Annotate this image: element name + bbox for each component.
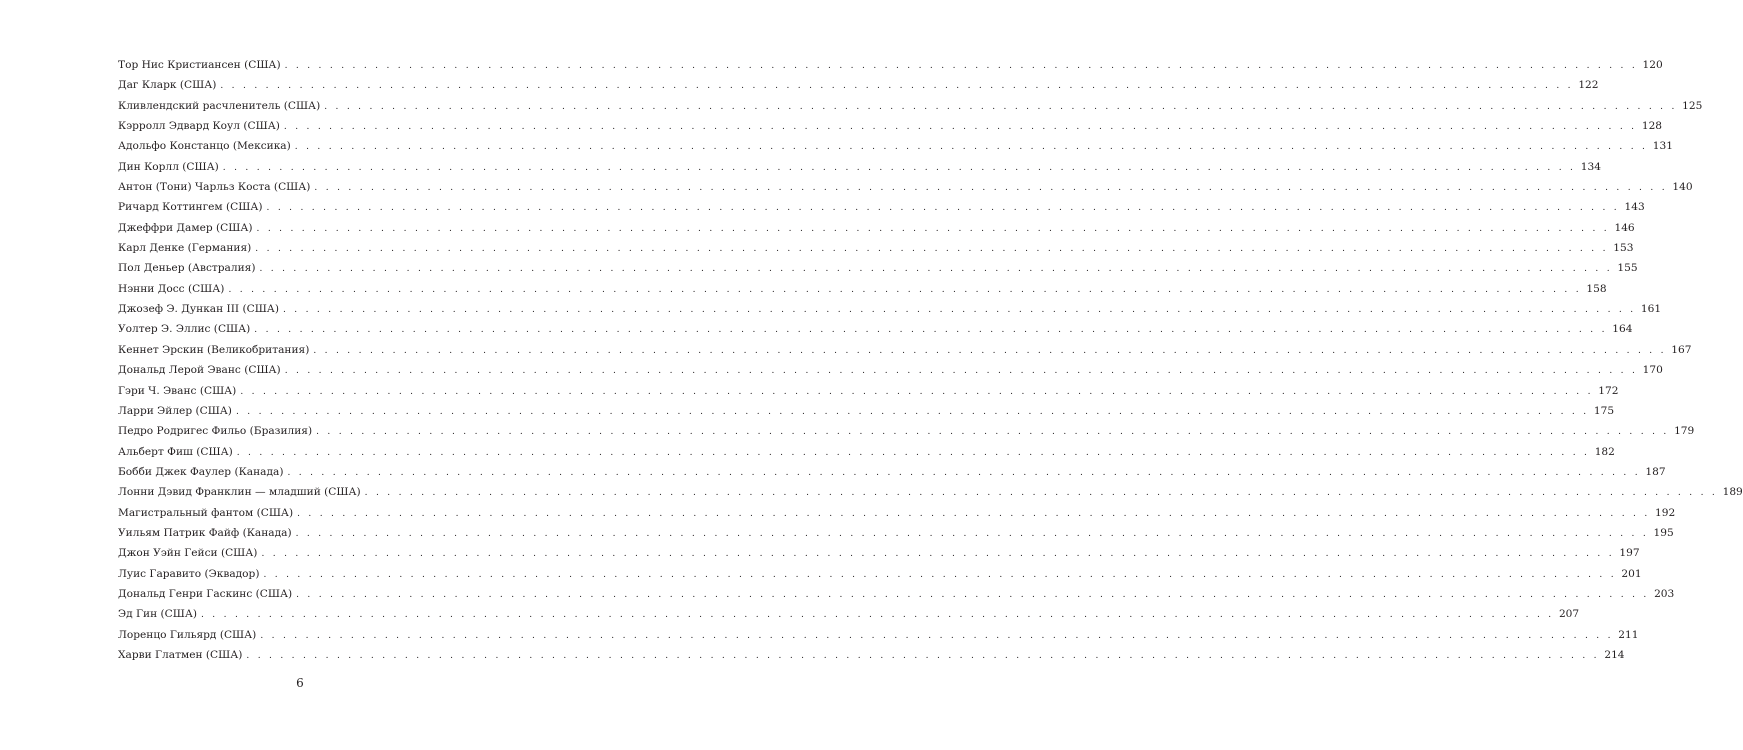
toc-entry-title: Ричард Коттингем (США)	[118, 201, 263, 214]
toc-entry-page-number: 153	[1613, 242, 1634, 255]
toc-entry	[118, 96, 1703, 116]
toc-entry-page-number: 128	[1641, 120, 1663, 133]
toc-entry	[118, 462, 1666, 482]
toc-entry	[118, 625, 1639, 645]
toc-entry-title: Адольфо Констанцо (Мексика)	[118, 140, 291, 153]
toc-entry-page-number: 143	[1624, 201, 1645, 214]
toc-entry-page-number: 146	[1614, 221, 1635, 234]
dot-leader: . . . . . . . . . . . . . . . . . . . . . . . . . . . . . . . . . . . . . . . . . . . . . . . . . . . . . . . . . . . . . . . . . . . . . . . . . . . . . . . . . . . . . . . . . . . . . . . . . . . . . . . . . . . . . . . . . . . . . . . .	[263, 569, 1617, 580]
toc-entry	[118, 75, 1599, 95]
dot-leader: . . . . . . . . . . . . . . . . . . . . . . . . . . . . . . . . . . . . . . . . . . . . . . . . . . . . . . . . . . . . . . . . . . . . . . . . . . . . . . . . . . . . . . . . . . . . . . . . . . . . . . . . . . . . . . . . . . . . . . . .	[255, 244, 1609, 255]
toc-entry-page-number: 195	[1653, 526, 1674, 539]
toc-entry	[118, 218, 1635, 238]
toc-entry-title: Харви Глатмен (США)	[118, 648, 243, 661]
toc-entry-page-number: 140	[1672, 181, 1693, 194]
dot-leader: . . . . . . . . . . . . . . . . . . . . . . . . . . . . . . . . . . . . . . . . . . . . . . . . . . . . . . . . . . . . . . . . . . . . . . . . . . . . . . . . . . . . . . . . . . . . . . . . . . . . . . . . . . . . . . . . . . . . . . . .	[364, 488, 1718, 499]
page-number: 6	[296, 676, 304, 690]
toc-entry	[118, 645, 1625, 665]
toc-entry	[118, 319, 1633, 339]
toc-entry-title: Лоренцо Гильярд (США)	[118, 628, 257, 641]
toc-entry	[118, 136, 1673, 156]
toc-entry	[118, 279, 1607, 299]
dot-leader: . . . . . . . . . . . . . . . . . . . . . . . . . . . . . . . . . . . . . . . . . . . . . . . . . . . . . . . . . . . . . . . . . . . . . . . . . . . . . . . . . . . . . . . . . . . . . . . . . . . . . . . . . . . . . . . . . . . . . . . .	[220, 81, 1574, 92]
dot-leader: . . . . . . . . . . . . . . . . . . . . . . . . . . . . . . . . . . . . . . . . . . . . . . . . . . . . . . . . . . . . . . . . . . . . . . . . . . . . . . . . . . . . . . . . . . . . . . . . . . . . . . . . . . . . . . . . . . . . . . . .	[297, 508, 1651, 519]
dot-leader: . . . . . . . . . . . . . . . . . . . . . . . . . . . . . . . . . . . . . . . . . . . . . . . . . . . . . . . . . . . . . . . . . . . . . . . . . . . . . . . . . . . . . . . . . . . . . . . . . . . . . . . . . . . . . . . . . . . . . . . .	[282, 305, 1636, 316]
dot-leader: . . . . . . . . . . . . . . . . . . . . . . . . . . . . . . . . . . . . . . . . . . . . . . . . . . . . . . . . . . . . . . . . . . . . . . . . . . . . . . . . . . . . . . . . . . . . . . . . . . . . . . . . . . . . . . . . . . . . . . . .	[283, 122, 1637, 133]
toc-entry-page-number: 125	[1682, 99, 1703, 112]
dot-leader: . . . . . . . . . . . . . . . . . . . . . . . . . . . . . . . . . . . . . . . . . . . . . . . . . . . . . . . . . . . . . . . . . . . . . . . . . . . . . . . . . . . . . . . . . . . . . . . . . . . . . . . . . . . . . . . . . . . . . . . .	[314, 183, 1668, 194]
toc-entry-title: Альберт Фиш (США)	[118, 445, 233, 458]
dot-leader: . . . . . . . . . . . . . . . . . . . . . . . . . . . . . . . . . . . . . . . . . . . . . . . . . . . . . . . . . . . . . . . . . . . . . . . . . . . . . . . . . . . . . . . . . . . . . . . . . . . . . . . . . . . . . . . . . . . . . . . .	[295, 528, 1649, 539]
toc-entry-page-number: 131	[1652, 140, 1673, 153]
dot-leader: . . . . . . . . . . . . . . . . . . . . . . . . . . . . . . . . . . . . . . . . . . . . . . . . . . . . . . . . . . . . . . . . . . . . . . . . . . . . . . . . . . . . . . . . . . . . . . . . . . . . . . . . . . . . . . . . . . . . . . . .	[256, 223, 1610, 234]
toc-entry-title: Тор Нис Кристиансен (США)	[118, 59, 281, 71]
toc-entry	[118, 360, 1663, 380]
toc-entry-title: Нэнни Досс (США)	[118, 282, 225, 295]
dot-leader: . . . . . . . . . . . . . . . . . . . . . . . . . . . . . . . . . . . . . . . . . . . . . . . . . . . . . . . . . . . . . . . . . . . . . . . . . . . . . . . . . . . . . . . . . . . . . . . . . . . . . . . . . . . . . . . . . . . . . . . .	[316, 427, 1670, 438]
dot-leader: . . . . . . . . . . . . . . . . . . . . . . . . . . . . . . . . . . . . . . . . . . . . . . . . . . . . . . . . . . . . . . . . . . . . . . . . . . . . . . . . . . . . . . . . . . . . . . . . . . . . . . . . . . . . . . . . . . . . . . . .	[287, 467, 1641, 478]
dot-leader: . . . . . . . . . . . . . . . . . . . . . . . . . . . . . . . . . . . . . . . . . . . . . . . . . . . . . . . . . . . . . . . . . . . . . . . . . . . . . . . . . . . . . . . . . . . . . . . . . . . . . . . . . . . . . . . . . . . . . . . .	[254, 325, 1608, 336]
toc-entry	[118, 116, 1663, 136]
toc-entry-title: Джеффри Дамер (США)	[118, 221, 253, 234]
toc-entry-title: Луис Гаравито (Эквадор)	[118, 567, 260, 580]
dot-leader: . . . . . . . . . . . . . . . . . . . . . . . . . . . . . . . . . . . . . . . . . . . . . . . . . . . . . . . . . . . . . . . . . . . . . . . . . . . . . . . . . . . . . . . . . . . . . . . . . . . . . . . . . . . . . . . . . . . . . . . .	[261, 549, 1615, 560]
toc-entry	[118, 299, 1662, 319]
toc-entry-page-number: 201	[1621, 567, 1642, 580]
dot-leader: . . . . . . . . . . . . . . . . . . . . . . . . . . . . . . . . . . . . . . . . . . . . . . . . . . . . . . . . . . . . . . . . . . . . . . . . . . . . . . . . . . . . . . . . . . . . . . . . . . . . . . . . . . . . . . . . . . . . . . . .	[266, 203, 1620, 214]
toc-entry-title: Ларри Эйлер (США)	[118, 404, 232, 417]
toc-entry	[118, 604, 1580, 624]
toc-entry-title: Карл Денке (Германия)	[118, 242, 252, 255]
toc-entry	[118, 157, 1601, 177]
toc-entry-title: Антон (Тони) Чарльз Коста (США)	[118, 181, 311, 194]
toc-entry	[118, 340, 1692, 360]
dot-leader: . . . . . . . . . . . . . . . . . . . . . . . . . . . . . . . . . . . . . . . . . . . . . . . . . . . . . . . . . . . . . . . . . . . . . . . . . . . . . . . . . . . . . . . . . . . . . . . . . . . . . . . . . . . . . . . . . . . . . . . .	[228, 284, 1582, 295]
toc-entry-title: Уильям Патрик Файф (Канада)	[118, 526, 292, 539]
toc-entry-title: Уолтер Э. Эллис (США)	[118, 323, 251, 336]
toc-entry	[118, 543, 1640, 563]
toc-entry-title: Дин Корлл (США)	[118, 160, 219, 173]
toc-entry-title: Бобби Джек Фаулер (Канада)	[118, 465, 284, 478]
dot-leader: . . . . . . . . . . . . . . . . . . . . . . . . . . . . . . . . . . . . . . . . . . . . . . . . . . . . . . . . . . . . . . . . . . . . . . . . . . . . . . . . . . . . . . . . . . . . . . . . . . . . . . . . . . . . . . . . . . . . . . . .	[246, 650, 1600, 661]
toc-entry	[118, 564, 1642, 584]
toc-entry-title: Даг Кларк (США)	[118, 79, 217, 92]
toc-entry-page-number: 122	[1578, 79, 1599, 92]
dot-leader: . . . . . . . . . . . . . . . . . . . . . . . . . . . . . . . . . . . . . . . . . . . . . . . . . . . . . . . . . . . . . . . . . . . . . . . . . . . . . . . . . . . . . . . . . . . . . . . . . . . . . . . . . . . . . . . . . . . . . . . .	[260, 630, 1614, 641]
toc-entry	[118, 401, 1615, 421]
toc-entry-title: Кеннет Эрскин (Великобритания)	[118, 343, 310, 356]
toc-entry	[118, 238, 1634, 258]
toc-entry-page-number: 207	[1558, 608, 1580, 621]
toc-entry-title: Джозеф Э. Дункан III (США)	[118, 303, 279, 316]
toc-entry-page-number: 164	[1612, 323, 1633, 336]
dot-leader: . . . . . . . . . . . . . . . . . . . . . . . . . . . . . . . . . . . . . . . . . . . . . . . . . . . . . . . . . . . . . . . . . . . . . . . . . . . . . . . . . . . . . . . . . . . . . . . . . . . . . . . . . . . . . . . . . . . . . . . .	[284, 366, 1638, 377]
toc-entry-title: Эд Гин (США)	[118, 608, 197, 621]
toc-entry-page-number: 211	[1618, 628, 1639, 641]
toc-entry	[118, 177, 1693, 197]
dot-leader: . . . . . . . . . . . . . . . . . . . . . . . . . . . . . . . . . . . . . . . . . . . . . . . . . . . . . . . . . . . . . . . . . . . . . . . . . . . . . . . . . . . . . . . . . . . . . . . . . . . . . . . . . . . . . . . . . . . . . . . .	[259, 264, 1613, 275]
dot-leader: . . . . . . . . . . . . . . . . . . . . . . . . . . . . . . . . . . . . . . . . . . . . . . . . . . . . . . . . . . . . . . . . . . . . . . . . . . . . . . . . . . . . . . . . . . . . . . . . . . . . . . . . . . . . . . . . . . . . . . . .	[235, 406, 1589, 417]
table-of-contents	[118, 55, 1743, 665]
toc-entry-page-number: 120	[1642, 59, 1663, 71]
toc-entry	[118, 421, 1695, 441]
toc-entry-page-number: 134	[1580, 160, 1601, 173]
toc-entry-page-number: 187	[1645, 465, 1666, 478]
toc-entry	[118, 381, 1619, 401]
dot-leader: . . . . . . . . . . . . . . . . . . . . . . . . . . . . . . . . . . . . . . . . . . . . . . . . . . . . . . . . . . . . . . . . . . . . . . . . . . . . . . . . . . . . . . . . . . . . . . . . . . . . . . . . . . . . . . . . . . . . . . . .	[284, 61, 1638, 71]
toc-entry	[118, 584, 1675, 604]
toc-entry-page-number: 214	[1604, 648, 1625, 661]
toc-entry-page-number: 172	[1598, 384, 1619, 397]
toc-entry	[118, 482, 1743, 502]
dot-leader: . . . . . . . . . . . . . . . . . . . . . . . . . . . . . . . . . . . . . . . . . . . . . . . . . . . . . . . . . . . . . . . . . . . . . . . . . . . . . . . . . . . . . . . . . . . . . . . . . . . . . . . . . . . . . . . . . . . . . . . .	[240, 386, 1594, 397]
toc-entry-page-number: 203	[1654, 587, 1675, 600]
toc-entry-title: Пол Деньер (Австралия)	[118, 262, 256, 275]
dot-leader: . . . . . . . . . . . . . . . . . . . . . . . . . . . . . . . . . . . . . . . . . . . . . . . . . . . . . . . . . . . . . . . . . . . . . . . . . . . . . . . . . . . . . . . . . . . . . . . . . . . . . . . . . . . . . . . . . . . . . . . .	[222, 162, 1576, 173]
toc-entry-page-number: 189	[1722, 486, 1743, 499]
toc-entry-page-number: 155	[1617, 262, 1638, 275]
toc-entry-title: Джон Уэйн Гейси (США)	[118, 547, 258, 560]
toc-entry-title: Гэри Ч. Эванс (США)	[118, 384, 237, 397]
toc-entry	[118, 503, 1676, 523]
toc-entry-title: Дональд Генри Гаскинс (США)	[118, 587, 293, 600]
toc-entry-title: Лонни Дэвид Франклин — младший (США)	[118, 486, 361, 499]
toc-entry	[118, 442, 1615, 462]
dot-leader: . . . . . . . . . . . . . . . . . . . . . . . . . . . . . . . . . . . . . . . . . . . . . . . . . . . . . . . . . . . . . . . . . . . . . . . . . . . . . . . . . . . . . . . . . . . . . . . . . . . . . . . . . . . . . . . . . . . . . . . .	[200, 610, 1554, 621]
toc-entry-page-number: 167	[1671, 343, 1692, 356]
toc-entry	[118, 258, 1638, 278]
toc-entry	[118, 523, 1674, 543]
toc-entry	[118, 55, 1663, 75]
toc-entry-title: Дональд Лерой Эванс (США)	[118, 364, 281, 377]
dot-leader: . . . . . . . . . . . . . . . . . . . . . . . . . . . . . . . . . . . . . . . . . . . . . . . . . . . . . . . . . . . . . . . . . . . . . . . . . . . . . . . . . . . . . . . . . . . . . . . . . . . . . . . . . . . . . . . . . . . . . . . .	[236, 447, 1590, 458]
toc-entry-title: Педро Родригес Фильо (Бразилия)	[118, 425, 313, 438]
toc-entry-page-number: 182	[1594, 445, 1615, 458]
dot-leader: . . . . . . . . . . . . . . . . . . . . . . . . . . . . . . . . . . . . . . . . . . . . . . . . . . . . . . . . . . . . . . . . . . . . . . . . . . . . . . . . . . . . . . . . . . . . . . . . . . . . . . . . . . . . . . . . . . . . . . . .	[296, 589, 1650, 600]
toc-entry-page-number: 175	[1593, 404, 1615, 417]
dot-leader: . . . . . . . . . . . . . . . . . . . . . . . . . . . . . . . . . . . . . . . . . . . . . . . . . . . . . . . . . . . . . . . . . . . . . . . . . . . . . . . . . . . . . . . . . . . . . . . . . . . . . . . . . . . . . . . . . . . . . . . .	[294, 142, 1648, 153]
toc-entry	[118, 197, 1645, 217]
toc-entry-page-number: 161	[1640, 303, 1662, 316]
toc-entry-page-number: 158	[1586, 282, 1607, 295]
dot-leader: . . . . . . . . . . . . . . . . . . . . . . . . . . . . . . . . . . . . . . . . . . . . . . . . . . . . . . . . . . . . . . . . . . . . . . . . . . . . . . . . . . . . . . . . . . . . . . . . . . . . . . . . . . . . . . . . . . . . . . . .	[313, 345, 1667, 356]
toc-entry-page-number: 197	[1619, 547, 1640, 560]
toc-entry-title: Кливлендский расчленитель (США)	[118, 99, 321, 112]
toc-entry-page-number: 179	[1674, 425, 1695, 438]
dot-leader: . . . . . . . . . . . . . . . . . . . . . . . . . . . . . . . . . . . . . . . . . . . . . . . . . . . . . . . . . . . . . . . . . . . . . . . . . . . . . . . . . . . . . . . . . . . . . . . . . . . . . . . . . . . . . . . . . . . . . . . .	[324, 101, 1678, 112]
toc-entry-page-number: 192	[1655, 506, 1676, 519]
toc-entry-page-number: 170	[1642, 364, 1663, 377]
toc-entry-title: Кэрролл Эдвард Коул (США)	[118, 120, 280, 133]
toc-entry-title: Магистральный фантом (США)	[118, 506, 294, 519]
